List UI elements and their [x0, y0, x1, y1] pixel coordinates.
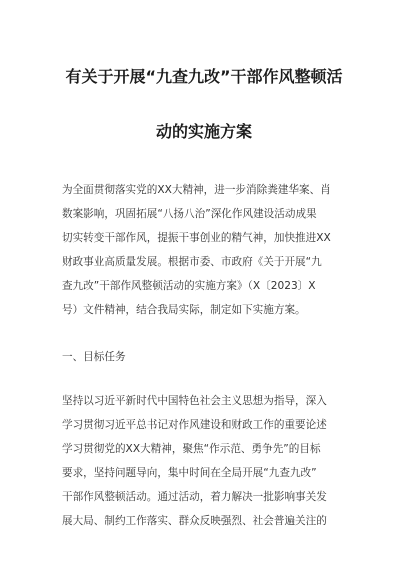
section-line: 干部作风整顿活动。通过活动，着力解决一批影响事关发 [62, 491, 327, 503]
intro-line: 数案影响，巩固拓展“八扬八治”深化作风建设活动成果 [62, 208, 317, 220]
intro-line: 查九改”干部作风整顿活动的实施方案》（X〔2023〕X [62, 280, 316, 292]
intro-line: 号）文件精神，结合我局实际，制定如下实施方案。 [62, 304, 306, 316]
section-line: 学习贯彻党的XX大精神，聚焦“作示范、勇争先”的目标 [62, 443, 321, 455]
document-title-line-2: 动的实施方案 [155, 122, 252, 141]
intro-line: 为全面贯彻落实党的XX大精神，进一步消除粪建华案、肖 [62, 184, 331, 196]
intro-line: 切实转变干部作风，提振干事创业的精气神，加快推进XX [62, 232, 331, 244]
section-line: 学习贯彻习近平总书记对作风建设和财政工作的重要论述 [62, 419, 327, 431]
section-heading: 一、目标任务 [62, 351, 126, 363]
section-line: 展大局、制约工作落实、群众反映强烈、社会普遍关注的 [62, 515, 327, 527]
document-title-line-1: 有关于开展“九查九改”干部作风整顿活 [65, 67, 343, 86]
intro-line: 财政事业高质量发展。根据市委、市政府《关于开展“九 [62, 256, 322, 268]
section-line: 坚持以习近平新时代中国特色社会主义思想为指导，深入 [62, 395, 327, 407]
section-line: 要求，坚持问题导向，集中时间在全局开展“九查九改” [62, 467, 317, 479]
